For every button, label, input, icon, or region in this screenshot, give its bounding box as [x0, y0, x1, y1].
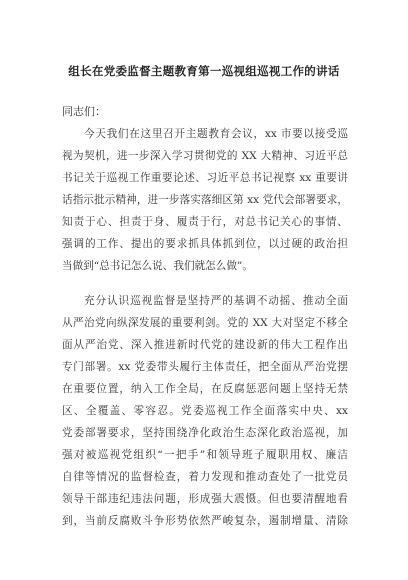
paragraph-2-line: 领导干部违纪违法问题，形成强大震慑。但也要清醒地看	[62, 493, 348, 505]
paragraph-1-line: 强调的工作、提出的要求抓具体抓到位，以过硬的政治担	[62, 238, 348, 250]
paragraph-1-line: 当做到“总书记怎么说、我们就怎么做”。	[62, 260, 253, 272]
paragraph-2-line: 自律等情况的监督检查，着力发现和推动查处了一批党员	[62, 471, 348, 483]
paragraph-2-line: 在重要位置，纳入工作全局，在反腐惩恶问题上坚持无禁	[62, 383, 348, 395]
paragraph-1-line: 知责于心、担责于身、履责于行，对总书记关心的事情、	[62, 216, 348, 228]
document-title: 组长在党委监督主题教育第一巡视组巡视工作的讲话	[68, 64, 340, 78]
paragraph-2-line: 专门部署。xx 党委带头履行主体责任，把全面从严治党摆	[62, 361, 348, 373]
paragraph-1-line: 书记关于巡视工作重要论述、习近平总书记视察 xx 重要讲	[62, 172, 348, 184]
paragraph-2-line: 面从严治党、深入推进新时代党的建设新的伟大工程作出	[62, 339, 348, 351]
paragraph-1-line: 视为契机，进一步深入学习贯彻党的 XX 大精神、习近平总	[62, 150, 348, 162]
paragraph-2-line: 从严治党向纵深发展的重要利剑。党的 XX 大对坚定不移全	[62, 317, 348, 329]
salutation: 同志们：	[62, 105, 106, 118]
paragraph-2-line: 强对被巡视党组织“一把手”和领导班子履职用权、廉洁	[62, 449, 348, 461]
paragraph-2-line: 区、全覆盖、零容忍。党委巡视工作全面落实中央、xx	[62, 405, 348, 417]
paragraph-2-line: 充分认识巡视监督是坚持严的基调不动摇、推动全面	[84, 295, 348, 307]
paragraph-1-line: 话指示批示精神，进一步落实落细区第 xx 党代会部署要求，	[62, 194, 348, 206]
paragraph-2-line: 党委部署要求，坚持围绕净化政治生态深化政治巡视，加	[62, 427, 348, 439]
paragraph-2-line: 到，当前反腐败斗争形势依然严峻复杂，遏制增量、清除	[62, 515, 348, 527]
paragraph-1-line: 今天我们在这里召开主题教育会议，xx 市要以接受巡	[84, 128, 348, 140]
